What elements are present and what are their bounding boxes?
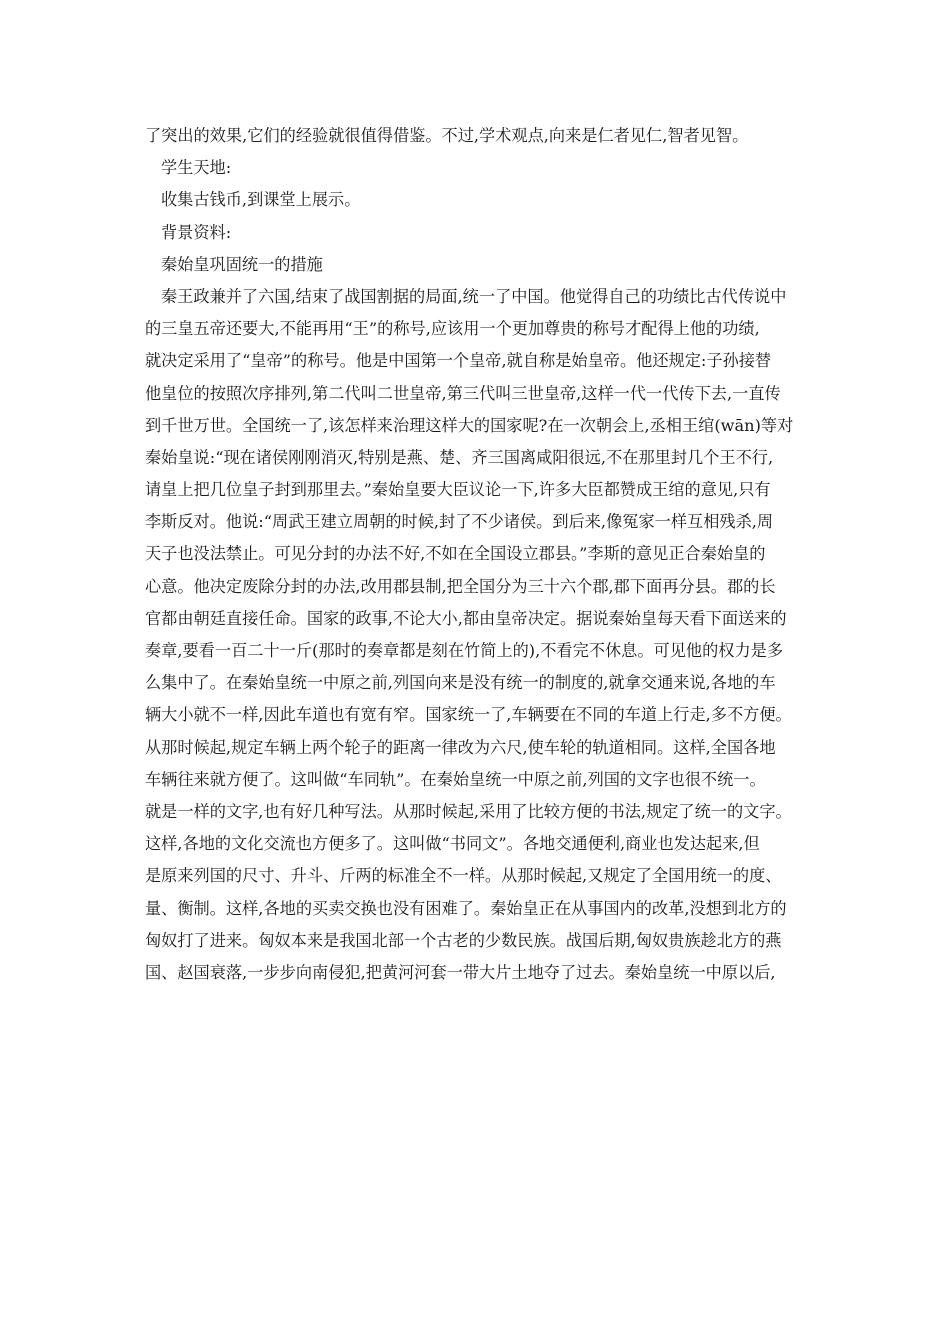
text-line: 从那时候起,规定车辆上两个轮子的距离一律改为六尺,使车轮的轨道相同。这样,全国各地 [145,737,776,757]
text-line: 秦王政兼并了六国,结束了战国割据的局面,统一了中国。他觉得自己的功绩比古代传说中 [161,286,787,306]
section-label-background: 背景资料: [161,222,232,242]
text-line: 天子也没法禁止。可见分封的办法不好,不如在全国设立郡县。”李斯的意见正合秦始皇的 [145,544,766,564]
article-title: 秦始皇巩固统一的措施 [161,254,323,274]
text-line: 秦始皇说:“现在诸侯刚刚消灭,特别是燕、楚、齐三国离咸阳很远,不在那里封几个王不行, [145,447,774,467]
text-line: 请皇上把几位皇子封到那里去。”秦始皇要大臣议论一下,许多大臣都赞成王绾的意见,只有 [145,480,771,500]
text-line: 是原来列国的尺寸、升斗、斤两的标准全不一样。从那时候起,又规定了全国用统一的度、 [145,866,782,886]
text-line: 了突出的效果,它们的经验就很值得借鉴。不过,学术观点,向来是仁者见仁,智者见智。 [145,126,749,145]
text-line: 辆大小就不一样,因此车道也有宽有窄。国家统一了,车辆要在不同的车道上行走,多不方便。 [145,705,792,725]
document-body [145,120,810,989]
section-label-student-corner: 学生天地: [161,158,232,178]
text-line: 官都由朝廷直接任命。国家的政事,不论大小,都由皇帝决定。据说秦始皇每天看下面送来的 [145,608,787,628]
text-line: 车辆往来就方便了。这叫做“车同轨”。在秦始皇统一中原之前,列国的文字也很不统一。 [145,769,766,789]
text-line: 国、赵国衰落,一步步向南侵犯,把黄河河套一带大片土地夺了过去。秦始皇统一中原以后, [145,962,776,982]
text-line: 心意。他决定废除分封的办法,改用郡县制,把全国分为三十六个郡,郡下面再分县。郡的长 [145,576,776,596]
text-line: 量、衡制。这样,各地的买卖交换也没有困难了。秦始皇正在从事国内的改革,没想到北方的 [145,898,787,918]
text-line: 就是一样的文字,也有好几种写法。从那时候起,采用了比较方便的书法,规定了统一的文字。 [145,801,792,821]
text-line: 他皇位的按照次序排列,第二代叫二世皇帝,第三代叫三世皇帝,这样一代一代传下去,一直传 [145,383,781,403]
text-line: 奏章,要看一百二十一斤(那时的奏章都是刻在竹简上的),不看完不休息。可见他的权力是多 [145,641,784,660]
text-line: 就决定采用了“皇帝”的称号。他是中国第一个皇帝,就自称是始皇帝。他还规定:子孙接替 [145,351,772,371]
text-line: 收集古钱币,到课堂上展示。 [161,190,361,210]
text-line: 到千世万世。全国统一了,该怎样来治理这样大的国家呢?在一次朝会上,丞相王绾(wān)等对 [145,415,794,435]
text-line: 李斯反对。他说:“周武王建立周朝的时候,封了不少诸侯。到后来,像冤家一样互相残杀,周 [145,512,774,532]
text-line: 这样,各地的文化交流也方便多了。这叫做“书同文”。各地交通便利,商业也发达起来,但 [145,834,760,854]
text-line: 的三皇五帝还要大,不能再用“王”的称号,应该用一个更加尊贵的称号才配得上他的功绩, [145,319,760,339]
text-line: 么集中了。在秦始皇统一中原之前,列国向来是没有统一的制度的,就拿交通来说,各地的车 [145,673,776,693]
text-line: 匈奴打了进来。匈奴本来是我国北部一个古老的少数民族。战国后期,匈奴贵族趁北方的燕 [145,930,782,950]
